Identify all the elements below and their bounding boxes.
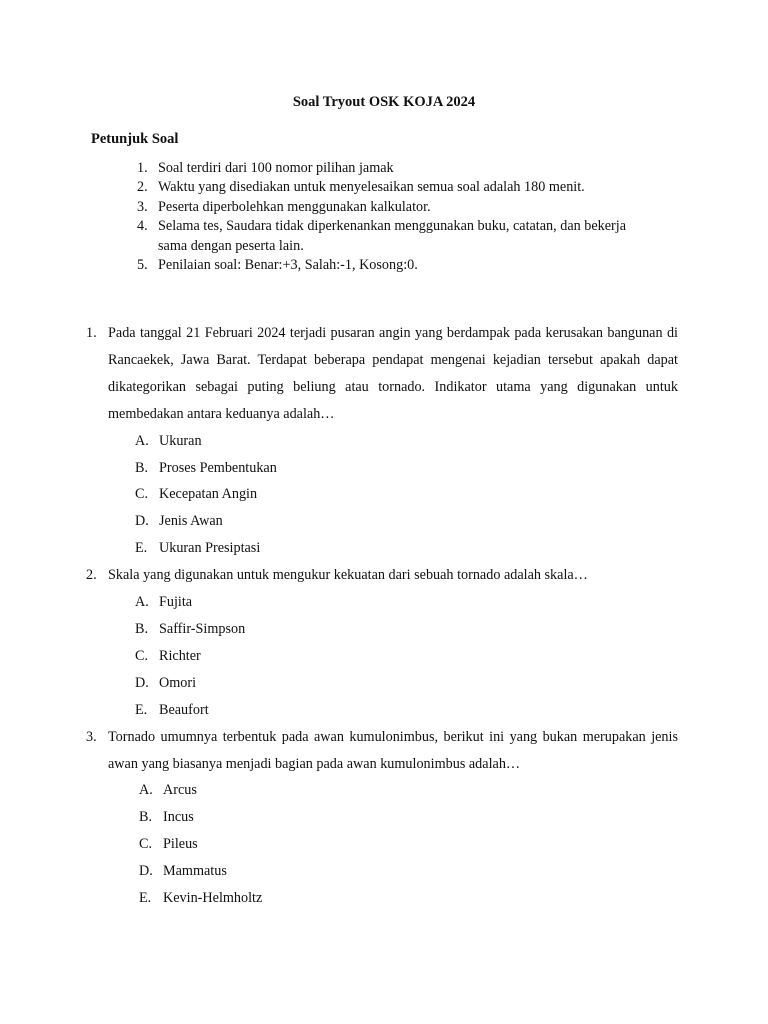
answer-option-d[interactable]	[135, 508, 678, 535]
answer-option-b[interactable]	[135, 616, 678, 643]
question-text: Skala yang digunakan untuk mengukur kekuatan dari sebuah tornado adalah skala…	[108, 567, 588, 584]
instruction-number: 5.	[137, 257, 148, 274]
option-text: Proses Pembentukan	[159, 459, 277, 476]
option-text: Kecepatan Angin	[159, 486, 258, 503]
option-text: Richter	[159, 647, 201, 664]
instruction-text: Selama tes, Saudara tidak diperkenankan menggunakan buku, catatan, dan bekerja sama dengan peserta lain.	[158, 218, 627, 254]
answer-option-a[interactable]	[139, 777, 678, 804]
answer-option-e[interactable]	[135, 697, 678, 724]
instruction-item	[130, 198, 630, 217]
option-letter: B.	[135, 620, 149, 637]
option-text: Mammatus	[163, 863, 227, 880]
question-1	[84, 320, 678, 562]
option-letter: E.	[135, 701, 148, 718]
instruction-text: Soal terdiri dari 100 nomor pilihan jamak	[158, 160, 394, 176]
question-number: 1.	[86, 325, 97, 341]
option-letter: E.	[139, 890, 152, 907]
option-text: Fujita	[159, 594, 193, 611]
question-text: Tornado umumnya terbentuk pada awan kumulonimbus, berikut ini yang bukan merupakan jenis awan yang biasanya menjadi bagian pada awan kumulonimbus adalah…	[108, 728, 678, 772]
instructions-list	[130, 159, 630, 275]
option-letter: C.	[135, 647, 149, 664]
option-text: Beaufort	[159, 701, 209, 718]
question-number: 2.	[86, 567, 97, 584]
answer-option-d[interactable]	[135, 670, 678, 697]
answer-option-c[interactable]	[139, 831, 678, 858]
option-text: Arcus	[163, 782, 197, 799]
option-text: Incus	[163, 809, 194, 826]
option-letter: D.	[139, 863, 153, 880]
answer-option-e[interactable]	[139, 885, 678, 912]
instruction-number: 4.	[137, 218, 148, 235]
document-title: Soal Tryout OSK KOJA 2024	[292, 94, 476, 110]
option-text: Ukuran	[159, 432, 202, 449]
instruction-item	[130, 178, 630, 197]
answer-option-e[interactable]	[135, 535, 678, 562]
option-text: Kevin-Helmholtz	[163, 890, 263, 907]
option-letter: E.	[135, 540, 148, 557]
option-text: Jenis Awan	[159, 513, 223, 530]
answer-option-c[interactable]	[135, 481, 678, 508]
question-3	[84, 724, 678, 912]
option-text: Ukuran Presiptasi	[159, 540, 261, 557]
answer-option-b[interactable]	[135, 455, 678, 482]
instruction-number: 1.	[137, 160, 148, 176]
option-letter: C.	[139, 836, 153, 853]
option-letter: A.	[135, 432, 149, 449]
option-letter: D.	[135, 674, 149, 691]
question-number: 3.	[86, 728, 97, 745]
instruction-text: Waktu yang disediakan untuk menyelesaikan semua soal adalah 180 menit.	[158, 179, 585, 196]
option-letter: C.	[135, 486, 149, 503]
instruction-item	[130, 217, 630, 256]
option-letter: A.	[139, 782, 153, 799]
instruction-item	[130, 256, 630, 275]
option-text: Pileus	[163, 836, 198, 853]
answer-option-b[interactable]	[139, 804, 678, 831]
option-letter: B.	[139, 809, 153, 826]
option-letter: A.	[135, 594, 149, 611]
option-text: Saffir-Simpson	[159, 620, 246, 637]
instructions-heading: Petunjuk Soal	[91, 131, 179, 147]
questions-list	[84, 320, 678, 912]
instruction-number: 2.	[137, 179, 148, 196]
answer-options	[108, 589, 678, 724]
answer-option-c[interactable]	[135, 643, 678, 670]
option-letter: D.	[135, 513, 149, 530]
answer-option-a[interactable]	[135, 589, 678, 616]
answer-options	[108, 428, 678, 563]
question-2	[84, 562, 678, 723]
option-letter: B.	[135, 459, 149, 476]
instruction-number: 3.	[137, 198, 148, 215]
instruction-item	[130, 159, 630, 178]
option-text: Omori	[159, 674, 197, 691]
question-text: Pada tanggal 21 Februari 2024 terjadi pusaran angin yang berdampak pada kerusakan bangunan di Rancaekek, Jawa Barat. Terdapat beberapa pendapat mengenai kejadian tersebut apakah dapat dikategorikan sebagai puting beliung atau tornado. Indikator utama yang digunakan untuk membedakan antara keduanya adalah…	[108, 325, 678, 422]
answer-option-a[interactable]	[135, 428, 678, 455]
instruction-text: Peserta diperbolehkan menggunakan kalkulator.	[158, 198, 431, 215]
answer-option-d[interactable]	[139, 858, 678, 885]
answer-options	[108, 777, 678, 912]
instruction-text: Penilaian soal: Benar:+3, Salah:-1, Kosong:0.	[158, 257, 418, 274]
